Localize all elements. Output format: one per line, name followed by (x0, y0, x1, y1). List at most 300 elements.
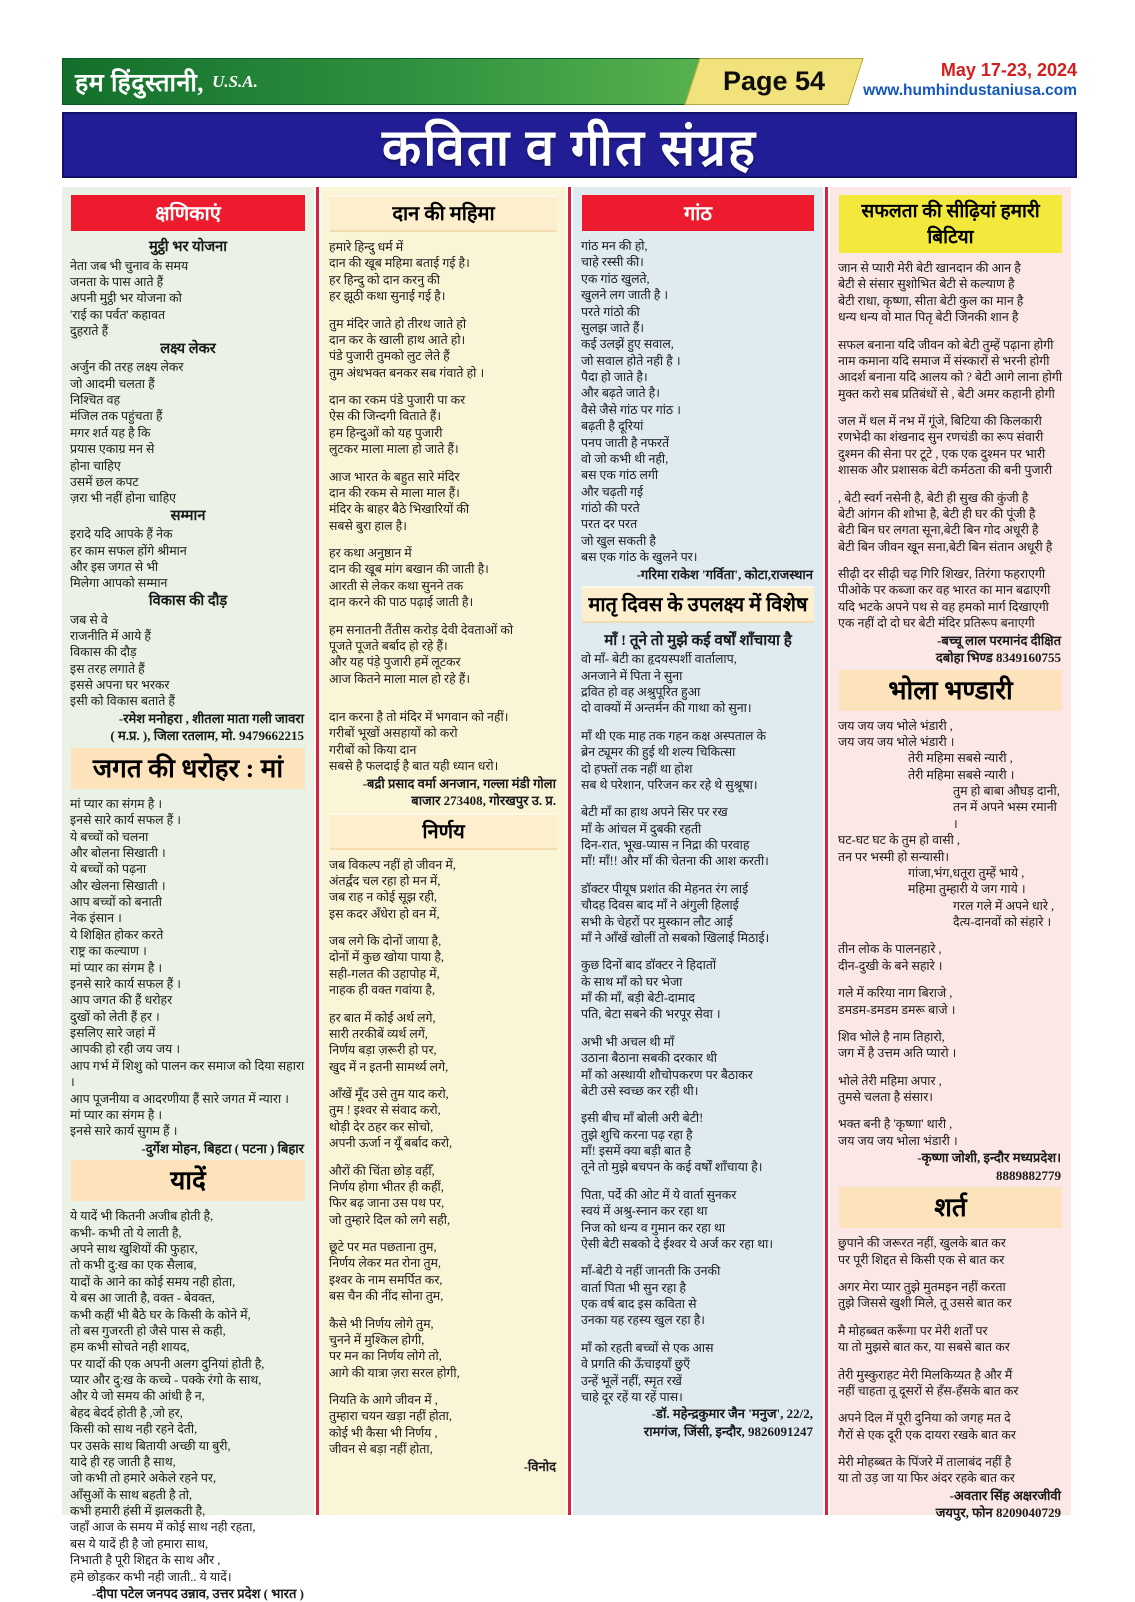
poem-line: भोले तेरी महिमा अपार , (838, 1073, 942, 1088)
poem-line: मां प्यार का संगम है । (70, 960, 163, 975)
poem-line: थोड़ी देर ठहर कर सोचो, (329, 1119, 434, 1134)
poem-line: नाहक ही वक्त गवांया है, (329, 983, 436, 998)
poem-line: तुम ! इश्वर से संवाद करो, (329, 1103, 441, 1118)
poem-line: यादे ही रह जाती है साथ, (70, 1454, 176, 1469)
poem-line: सारी तरकीबें व्यर्थ लगें, (329, 1026, 428, 1041)
poem-line: जब से वे (70, 612, 108, 627)
poem-line: इस तरह लगाते हैं (70, 661, 145, 676)
poem-line: आज भारत के बहुत सारे मंदिर (329, 469, 460, 484)
poem-line: मुक्त करो सब प्रतिबंधों से , बेटी अमर कहानी होगी (838, 386, 1055, 401)
poem-line: वो जो कभी थी नही, (581, 451, 669, 466)
stanza-gap (838, 1356, 1063, 1367)
stanza-gap (581, 1023, 815, 1034)
poem-line: माँ-बेटी ये नहीं जानती कि उनकी (581, 1264, 721, 1279)
author-line: 8889882779 (996, 1167, 1061, 1183)
poem-line: बेटी राधा, कृष्णा, सीता बेटी कुल का मान है (838, 293, 1024, 308)
poem-line: कोई भी कैसा भी निर्णय , (329, 1425, 438, 1440)
poem-line: , बेटी स्वर्ग नसेनी है, बेटी ही सुख की कुंजी है (838, 490, 1029, 505)
poem-line: गले में करिया नाग बिराजे , (838, 986, 953, 1001)
poem-line: तुम्हारा चयन खड़ा नहीं होता, (329, 1409, 452, 1424)
poem-line: आप बच्चों को बनाती (70, 895, 162, 910)
poem-line: गांठ मन की हो, (581, 239, 648, 253)
poem-line: दान का रकम पंडे पुजारी पा कर (329, 393, 466, 407)
stanza-gap (329, 1152, 558, 1163)
poem-line: उनका यह रहस्य खुल रहा है। (581, 1313, 705, 1328)
poem-line: माँ ने आँखें खोलीं तो सबको खिलाई मिठाई। (581, 930, 770, 945)
poem-line: सही-गलत की उहापोह में, (329, 966, 440, 981)
author-line: -गरिमा राकेश 'गर्विता', कोटा,राजस्थान (636, 566, 813, 582)
poem-line: हर बात में कोई अर्थ लगे, (329, 1010, 436, 1025)
poem-line: आप गर्भ में शिशु को पालन कर समाज को दिया सहारा । (70, 1058, 305, 1090)
poem-line: आप जगत की हैं धरोहर (70, 993, 173, 1008)
poem-line: आरती से लेकर कथा सुनने तक (329, 578, 464, 593)
poem-line: अनजाने में पिता ने सुना (581, 668, 683, 683)
poem-line: बेटी आंगन की शोभा है, बेटी ही घर की पूंजी है (838, 506, 1036, 521)
poem-line: चुनने में मुश्किल होगी, (329, 1332, 425, 1347)
poem-line: सबसे बुरा हाल है। (329, 518, 407, 533)
top-header-bar (62, 58, 1077, 105)
poem-line: दो हफ्तों तक नहीं था होश (581, 761, 693, 776)
poem-line: और खेलना सिखाती । (70, 878, 166, 893)
poem-line: पर यादों की एक अपनी अलग दुनियां होती है, (70, 1356, 265, 1371)
poem-line: दो वाक्यों में अन्तर्मन की गाथा को सुना। (581, 701, 752, 716)
poem-line: कभी कहीं भी बैठे घर के किसी के कोने में, (70, 1307, 251, 1322)
poem-subtitle: मुट्ठी भर योजना (148, 239, 228, 255)
stanza-gap (838, 479, 1063, 490)
poem-line: भक्त बनी है 'कृष्णा' थारी , (838, 1117, 953, 1132)
poem-line: मां प्यार का संगम है । (70, 1107, 163, 1122)
poem-line: गांजा,भंग,धतूरा तुम्हें भाये , (908, 865, 1025, 880)
poem-line: दान की खूब मांग बखान की जाती है। (329, 562, 489, 577)
stanza-gap (329, 611, 558, 622)
poem-line: तुमसे चलता है संसार। (838, 1090, 933, 1105)
poem-line: जय जय जय भोला भंडारी । (838, 1133, 958, 1148)
poem-line: गरल गले में अपने धारे , (953, 898, 1055, 913)
stanza-gap (838, 1399, 1063, 1410)
section-title: दान की महिमा (330, 195, 557, 232)
poem-line: बेटी से संसार सुशोभित बेटी से कल्याण है (838, 277, 1015, 292)
poem-line: धन्य धन्य वो मात पितृ बेटी जिनकी शान है (838, 310, 1019, 325)
poem-line: उठाना बैठाना सबकी दरकार थी (581, 1051, 717, 1066)
poem-line: के साथ माँ को घर भेजा (581, 974, 683, 989)
poem-line: इश्वर के नाम समर्पित कर, (329, 1272, 443, 1287)
poem-line: तो कभी दु:ख का एक सैलाब, (70, 1258, 197, 1273)
poem-line: दिन-रात, भूख-प्यास न निद्रा की परवाह (581, 838, 750, 853)
poem-line: औरों की चिंता छोड़ वहीँ, (329, 1163, 435, 1178)
poem-line: जो कभी तो हमारे अकेले रहने पर, (70, 1471, 217, 1486)
poem-line: दुहराते हैं (70, 324, 109, 339)
poem-line: जो खुल सकती है (581, 533, 656, 548)
poem-line: जहाँ आज के समय में कोई साथ नही रहता, (70, 1520, 256, 1535)
stanza-gap (838, 1062, 1063, 1073)
author-line: ( म.प्र. ), जिला रतलाम, मो. 9479662215 (110, 728, 304, 744)
poem-line: एक वर्ष बाद इस कविता से (581, 1297, 697, 1312)
poem-line: कभी- कभी तो ये लाती है, (70, 1225, 182, 1240)
poem-line: या तो उड़ जा या फिर अंदर रहके बात कर (838, 1471, 1015, 1486)
poem-line: मंदिर के बाहर बैठे भिखारियों की (329, 502, 470, 517)
poem-line: ये यादें भी कितनी अजीब होती है, (70, 1209, 214, 1224)
poem-line: महिमा तुम्हारी ये जग गाये । (908, 882, 1026, 897)
section-banner (62, 112, 1077, 178)
section-title: सफलता की सीढ़ियां हमारी बिटिया (839, 195, 1062, 253)
poem-line: अभी भी अचल थी माँ (581, 1034, 675, 1049)
poem-line: लुटकर माला माला हो जाते हैं। (329, 442, 459, 457)
stanza-gap (838, 1312, 1063, 1323)
poem-line: गैरों से एक दूरी एक दायरा रखके बात कर (838, 1427, 1016, 1442)
poem-line: और बोलना सिखाती । (70, 845, 166, 860)
poem-line: छूटे पर मत पछताना तुम, (329, 1240, 437, 1255)
stanza-gap (329, 458, 558, 469)
poem-line: और ये जो समय की आंधी है न, (70, 1389, 205, 1404)
poem-line: दान की खूब महिमा बताई गई है। (329, 256, 470, 271)
poem-line: माँ के आंचल में दुबकी रहती (581, 821, 702, 836)
poem-line: पूजते पूजते बर्बाद हो रहे हैं। (329, 638, 448, 653)
poem-line: सफल बनाना यदि जीवन को बेटी तुम्हें पढ़ाना होगी (838, 337, 1054, 352)
poem-line: उसमें छल कपट (70, 474, 139, 489)
poem-line: तेरी महिमा सबसे न्यारी , (908, 751, 1013, 766)
section-title: गांठ (582, 195, 814, 231)
poem-line: ब्रेन ट्यूमर की हुई थी शल्य चिकित्सा (581, 745, 736, 760)
poem-line: परते गांठो की (581, 304, 640, 319)
poem-line: हर झूठी कथा सुनाई गई है। (329, 289, 446, 304)
poem-line: विकास की दौड़ (70, 645, 137, 660)
poem-subtitle: माँ ! तूने तो मुझे कई वर्षों शाँचाया है (604, 632, 792, 650)
section-title: भोला भण्डारी (839, 670, 1062, 711)
poem-line: सीढ़ी दर सीढ़ी चढ़ गिरि शिखर, तिरंगा फहराएगी (838, 567, 1046, 581)
poem-line: दुश्मन की सेना पर टूटे , एक एक दुश्मन पर भारी (838, 446, 1046, 461)
poem-line: तीन लोक के पालनहारे , (838, 942, 942, 957)
stanza-gap (581, 870, 815, 881)
poem-line: पर मन का निर्णय लोगे तो, (329, 1349, 442, 1364)
poem-line: हर कथा अनुष्ठान में (329, 546, 412, 560)
poem-line: सब थे परेशान, परिजन कर रहे थे सुश्रूषा। (581, 777, 758, 792)
stanza-gap (581, 793, 815, 804)
poem-line: तूने तो मुझे बचपन के कई वर्षों शाँचाया है। (581, 1160, 763, 1175)
poem-line: तुम हो बाबा औघड़ दानी, (953, 784, 1060, 799)
poem-line: अपनी मुट्ठी भर योजना को (70, 291, 182, 306)
poem-line: होना चाहिए (70, 458, 121, 473)
poem-line: आँखें मूँद उसे तुम याद करो, (329, 1087, 449, 1102)
poem-line: पर उसके साथ बितायी अच्छी या बुरी, (70, 1438, 231, 1453)
poem-line: मां प्यार का संगम है । (70, 796, 163, 811)
poem-line: दैत्य-दानवों को संहारे । (953, 915, 1052, 930)
poem-line: जो आदमी चलता हैं (70, 376, 155, 391)
poem-line: माँ की माँ, बड़ी बेटी-दामाद (581, 991, 696, 1006)
page-number-box (684, 58, 863, 105)
stanza-gap (329, 687, 558, 698)
poem-line: दान कर के खाली हाथ आते हो। (329, 332, 466, 347)
poem-line: तो बस गुजरती हो जैसे पास से कही, (70, 1323, 226, 1338)
poem-line: घट-घट घट के तुम हो वासी , (838, 833, 960, 848)
poem-line: तन में अपने भस्म रमानी । (953, 800, 1057, 831)
poem-line: नाम कमाना यदि समाज में संस्कारों से भरनी होगी (838, 353, 1050, 368)
poem-line: गरीबों को किया दान (329, 742, 417, 757)
poem-subtitle: लक्ष्य लेकर (160, 340, 216, 357)
poem-line: मगर शर्त यह है कि (70, 425, 151, 440)
poem-line: निज को धन्य व गुमान कर रहा था (581, 1220, 726, 1235)
poem-line: जीवन से बड़ा नहीं होता, (329, 1442, 433, 1457)
author-line: रामगंज, जिंसी, इन्दौर, 9826091247 (643, 1423, 813, 1439)
poem-line: कई उलझें हुए सवाल, (581, 337, 674, 352)
poem-line: कभी हमारी हंसी में झलकती है, (70, 1504, 206, 1519)
poem-line: कुछ दिनों बाद डॉक्टर ने हिदातों (581, 958, 717, 973)
poem-line: नेक इंसान । (70, 911, 122, 926)
poem-subtitle: सम्मान (170, 507, 206, 524)
stanza-gap (581, 1099, 815, 1110)
poem-line: दोनों में कुछ खोया पाया है, (329, 950, 445, 965)
poem-line: जल में थल में नभ में गूंजे, बिटिया की किलकारी (838, 414, 1042, 428)
section-title: क्षणिकाएं (71, 195, 305, 231)
poem-line: अपनी ऊर्जा न यूँ बर्बाद करो, (329, 1136, 453, 1151)
stanza-gap (581, 1252, 815, 1263)
poem-line: परत दर परत (581, 517, 638, 532)
poem-line: द्रवित हो वह अश्रुपूरित हुआ (581, 685, 701, 700)
poem-line: अपने साथ खुशियों की फुहार, (70, 1242, 198, 1257)
issue-date: May 17-23, 2024 (940, 60, 1077, 80)
poem-line: बढ़ती है दूरियां (581, 419, 644, 434)
section-title: यादें (71, 1160, 305, 1201)
columns (62, 187, 1077, 1601)
poem-line: हर हिन्दु को दान करनु की (329, 272, 440, 287)
poem-line: इस कदर अँधेरा हो वन में, (329, 906, 440, 921)
author-line: -विनोद (523, 1458, 556, 1474)
poem-line: वैसे जैसे गांठ पर गांठ । (581, 402, 681, 417)
poem-line: आँसुओं के साथ बहती है तो, (70, 1487, 193, 1502)
poem-line: माँ को रहती बच्चों से एक आस (581, 1340, 714, 1355)
poem-line: जो सवाल होते नही है । (581, 353, 681, 368)
poem-line: बेटी बिन जीवन खून सना,बेटी बिन संतान अधूरी है (838, 539, 1053, 554)
stanza-gap (329, 534, 558, 545)
poem-line: या तो मुझसे बात कर, या सबसे बात कर (838, 1340, 1010, 1355)
poem-line: हम हिन्दुओं को यह पुजारी (329, 425, 443, 440)
poem-line: वे प्रगति की ऊँचाइयाँ छुएँ (581, 1357, 691, 1372)
poem-line: अर्जुन की तरह लक्ष्य लेकर (70, 360, 184, 375)
poem-line: फिर बढ़ जाना उस पथ पर, (329, 1196, 445, 1211)
poem-line: आगे की यात्रा ज़रा सरल होगी, (329, 1365, 460, 1380)
author-line: -डॉ. महेन्द्रकुमार जैन 'मनुज', 22/2, (651, 1406, 813, 1422)
stanza-gap (329, 1305, 558, 1316)
stanza-gap (838, 1105, 1063, 1116)
poem-line: बेटी बिन घर लगता सूना,बेटी बिन गोद अधूरी है (838, 523, 1039, 538)
poem-line: अगर मेरा प्यार तुझे मुतमइन नहीं करता (838, 1280, 1006, 1295)
poem-line: निश्चित वह (70, 393, 121, 407)
poem-line: कैसे भी निर्णय लोगे तुम, (329, 1316, 434, 1331)
poem-line: राजनीति में आये हैं (70, 628, 151, 643)
poem-line: जब विकल्प नहीं हो जीवन में, (329, 857, 456, 872)
poem-line: ये बच्चों को चलना (70, 829, 149, 844)
poem-line: प्यार और दु:ख के कच्चे - पक्के रंगो के साथ, (70, 1373, 262, 1388)
poem-line: सभी के चेहरों पर मुस्कान लौट आई (581, 914, 733, 929)
poem-line: बेटी माँ का हाथ अपने सिर पर रख (581, 805, 728, 820)
poem-line: यदि भटके अपने पथ से वह हमको मार्ग दिखाएगी (838, 599, 1049, 614)
stanza-gap (838, 1268, 1063, 1279)
poem-line: ऐस की जिन्दगी विताते हैं। (329, 409, 442, 424)
author-line: -रमेश मनोहरा , शीतला माता गली जावरा (118, 710, 304, 726)
stanza-gap (838, 326, 1063, 337)
poem-line: किसी को साथ नही रहने देती, (70, 1422, 198, 1437)
author-line: -अवतार सिंह अक्षरजीवी (949, 1487, 1061, 1503)
masthead-usa-label: U.S.A. (212, 71, 258, 91)
stanza-gap (838, 930, 1063, 941)
poem-line: मै मोहब्बत करूँगा पर मेरी शर्तों पर (838, 1323, 988, 1338)
stanza-gap (329, 305, 558, 316)
stanza-gap (581, 946, 815, 957)
author-line: -बच्चू लाल परमानंद दीक्षित (937, 632, 1061, 648)
poem-line: डमडम-डमडम डमरू बाजे । (838, 1002, 956, 1017)
poem-line: और यह पंड़े पुजारी हमें लूटकर (329, 655, 461, 670)
poem-line: ऐसी बेटी सबको दे ईश्वर ये अर्ज कर रहा था। (581, 1236, 774, 1251)
poem-line: एक गांठ खुलते, (581, 271, 650, 286)
poem-line: आपकी हो रही जय जय । (70, 1042, 181, 1057)
poem-line: माँ! माँ!! और माँ की चेतना की आश करती। (581, 854, 769, 869)
poem-line: गांठो की परते (581, 501, 640, 515)
poem-line: पति, बेटा सबने की भरपूर सेवा । (581, 1007, 721, 1022)
poem-line: इससे अपना घर भरकर (70, 678, 170, 692)
poem-line: वो माँ- बेटी का हृदयस्पर्शी वार्तालाप, (581, 652, 737, 667)
poem-subtitle: विकास की दौड़ (148, 592, 228, 609)
author-line: -बद्री प्रसाद वर्मा अनजान, गल्ला मंडी गोला (362, 775, 556, 791)
poem-line: हर काम सफल होंगे श्रीमान (70, 543, 187, 558)
poem-line: बेटी उसे स्वच्छ कर रही थी। (581, 1083, 699, 1098)
poem-line: जय जय जय भोले भंडारी , (838, 718, 953, 733)
section-title: शर्त (839, 1187, 1062, 1228)
poem-line: और बढ़ते जाते है। (581, 386, 660, 401)
poem-line: डॉक्टर पीयूष प्रशांत की मेहनत रंग लाई (581, 881, 749, 896)
poem-line: राष्ट्र का कल्याण । (70, 944, 147, 959)
poem-line: वार्ता पिता भी सुन रहा है (581, 1280, 686, 1295)
poem-line: जनता के पास आते हैं (70, 275, 164, 290)
poem-line: यादों के आने का कोई समय नही होता, (70, 1274, 236, 1289)
author-line: दबोहा भिण्ड 8349160755 (935, 650, 1061, 666)
poem-line: मंजिल तक पहुंचता हैं (70, 409, 163, 424)
poem-line: बेहद बेदर्द होती है ,जो हर, (70, 1405, 183, 1420)
poem-line: आज कितने माला माल हो रहे हैं। (329, 671, 471, 686)
poem-line: तुम अंधभक्त बनकर सब गंवाते हो । (329, 365, 485, 380)
page-number-label: Page 54 (723, 66, 826, 96)
poem-line: 'राई का पर्वत' कहावत (70, 307, 166, 322)
stanza-gap (838, 1018, 1063, 1029)
stanza-gap (329, 1075, 558, 1086)
poem-line: ये बच्चों को पढ़ना (70, 862, 147, 877)
poem-line: इसलिए सारे जहां में (70, 1026, 156, 1041)
column-3 (573, 187, 823, 1515)
poem-line: हम सनातनी तैंतीस करोड़ देवी देवताओं को (329, 622, 514, 637)
poem-line: दीन-दुखी के बने सहारे । (838, 958, 943, 973)
column-4 (830, 187, 1071, 1521)
poem-line: नियति के आगे जीवन में , (329, 1393, 438, 1408)
author-line: बाजार 273408, गोरखपुर उ. प्र. (411, 793, 556, 809)
poem-line: इनसे सारे कार्य सफल हैं । (70, 976, 181, 991)
poem-line: उन्हें भूलें नहीं, स्मृत रखें (581, 1373, 682, 1388)
section-title: जगत की धरोहर : मां (71, 748, 305, 789)
poem-line: शासक और प्रशासक बेटी कर्मठता की बनी पुजारी (838, 463, 1053, 478)
poem-line: नेता जब भी चुनाव के समय (70, 258, 189, 273)
poem-line: निभाती है पूरी शिद्दत के साथ और , (70, 1553, 221, 1568)
poem-line: सबसे है फलदाई है बात यही ध्यान धरो। (329, 759, 499, 774)
poem-line: दान करना है तो मंदिर में भगवान को नहीं। (329, 710, 509, 724)
author-line: जयपुर, फोन 8209040729 (935, 1505, 1061, 1521)
poem-line: माँ को अस्थायी शौचोपकरण पर बैठाकर (581, 1067, 753, 1082)
poem-line: स्वयं में अश्रु-स्नान कर रहा था (581, 1204, 708, 1219)
poem-line: इरादे यदि आपके हैं नेक (70, 527, 173, 542)
poem-line: ज़रा भी नहीं होना चाहिए (70, 491, 177, 506)
poem-line: रणभेदी का शंखनाद सुन रणचंडी का रूप संवारी (838, 430, 1044, 445)
poem-line: माँ थी एक माह तक गहन कक्ष अस्पताल के (581, 728, 767, 743)
poem-line: दुखों को लेती हैं हर । (70, 1009, 160, 1024)
section-title: निर्णय (330, 813, 557, 850)
stanza-gap (581, 1329, 815, 1340)
poem-line: इनसे सारे कार्य सफल हैं । (70, 813, 181, 828)
poem-line: ये बस आ जाती है, वक्त - बेवक्त, (70, 1291, 215, 1306)
poem-line: पिता, पर्दे की ओट में ये वार्ता सुनकर (581, 1187, 737, 1202)
poem-line: हम कभी सोचते नही शायद, (70, 1340, 190, 1355)
poem-line: पैदा हो जाते है। (581, 370, 648, 384)
poem-line: पर पूरी शिद्दत से किसी एक से बात कर (838, 1252, 1005, 1267)
issue-meta (863, 58, 1077, 105)
column-separator (568, 187, 571, 1515)
poem-line: तुझे शुचि करना पढ़ रहा है (581, 1127, 693, 1142)
poem-line: दान की रकम से माला माल हैं। (329, 485, 460, 500)
stanza-gap (329, 381, 558, 392)
poem-line: चाहे रस्सी की। (581, 255, 644, 270)
column-separator (316, 187, 319, 1515)
author-line: -कृष्णा जोशी, इन्दौर मध्यप्रदेश। (917, 1150, 1061, 1166)
poem-line: चाहे दूर रहें या रहें पास। (581, 1389, 683, 1404)
poem-line: माँ! इसमें क्या बड़ी बात है (581, 1144, 691, 1159)
poem-line: तुम मंदिर जाते हो तीरथ जाते हो (329, 316, 467, 331)
poem-line: जान से प्यारी मेरी बेटी खानदान की आन है (838, 261, 1021, 275)
column-separator (825, 187, 828, 1515)
stanza-gap (581, 717, 815, 728)
poem-line: आप पूजनीया व आदरणीया हैं सारे जगत में न्यारा । (70, 1091, 289, 1106)
poem-line: शिव भोले है नाम तिहारो, (838, 1029, 945, 1044)
poem-line: और चढ़ती गई (581, 484, 644, 499)
poem-line: निर्णय होगा भीतर ही कहीं, (329, 1179, 444, 1194)
website-link[interactable]: www.humhindustaniusa.com (863, 81, 1077, 99)
poem-line: इनसे सारे कार्य सुगम हैं । (70, 1124, 178, 1139)
poem-line: अपने दिल में पूरी दुनिया को जगह मत दे (838, 1411, 1011, 1426)
poem-line: निर्णय लेकर मत रोना तुम, (329, 1256, 442, 1271)
poem-line: मेरी मोहब्बत के पिंजरे में तालाबंद नहीं है (838, 1455, 1012, 1470)
stanza-gap (838, 555, 1063, 566)
poem-line: पंडे पुजारी तुमको लुट लेते हैं (329, 349, 450, 364)
poem-line: खुलने लग जाती है । (581, 288, 669, 303)
poem-line: तन पर भस्मी हो सन्यासी। (838, 849, 950, 864)
poem-line: खुद में न इतनी सामर्थ्य लगे, (329, 1059, 449, 1074)
masthead-bar (62, 58, 702, 105)
stanza-gap (329, 922, 558, 933)
poem-line: अंतर्द्वंद चल रहा हो मन में, (329, 873, 441, 888)
poem-line: तेरी मुस्कुराहट मेरी मिलकिय्यत है और मैं (838, 1367, 1013, 1382)
stanza-gap (329, 1228, 558, 1239)
stanza-gap (329, 999, 558, 1010)
poem-line: बस ये यादें ही है जो हमारा साथ, (70, 1536, 209, 1551)
stanza-gap (838, 974, 1063, 985)
section-title: मातृ दिवस के उपलक्ष्य में विशेष (582, 586, 814, 623)
poem-line: नहीं चाहता तू दूसरों से हँस-हँसके बात कर (838, 1383, 1019, 1398)
poem-line: हमे छोड़कर कभी नही जाती.. ये यादें। (70, 1569, 232, 1584)
stanza-gap (581, 1176, 815, 1187)
poem-line: तुझे जिससे खुशी मिले, तू उससे बात कर (838, 1296, 1012, 1311)
stanza-gap (838, 1443, 1063, 1454)
poem-line: पीओके पर कब्जा कर वह भारत का मान बढाएगी (838, 583, 1051, 598)
poem-line: और इस जगत से भी (70, 560, 159, 575)
poem-line: ये शिक्षित होकर करते (70, 927, 164, 942)
section-banner-title: कविता व गीत संग्रह (382, 121, 757, 177)
poem-line: हमारे हिन्दु धर्म में (329, 240, 404, 254)
poem-line: प्रयास एकाग्र मन से (70, 442, 155, 457)
poem-line: जग में है उत्तम अति प्यारो । (838, 1046, 957, 1061)
